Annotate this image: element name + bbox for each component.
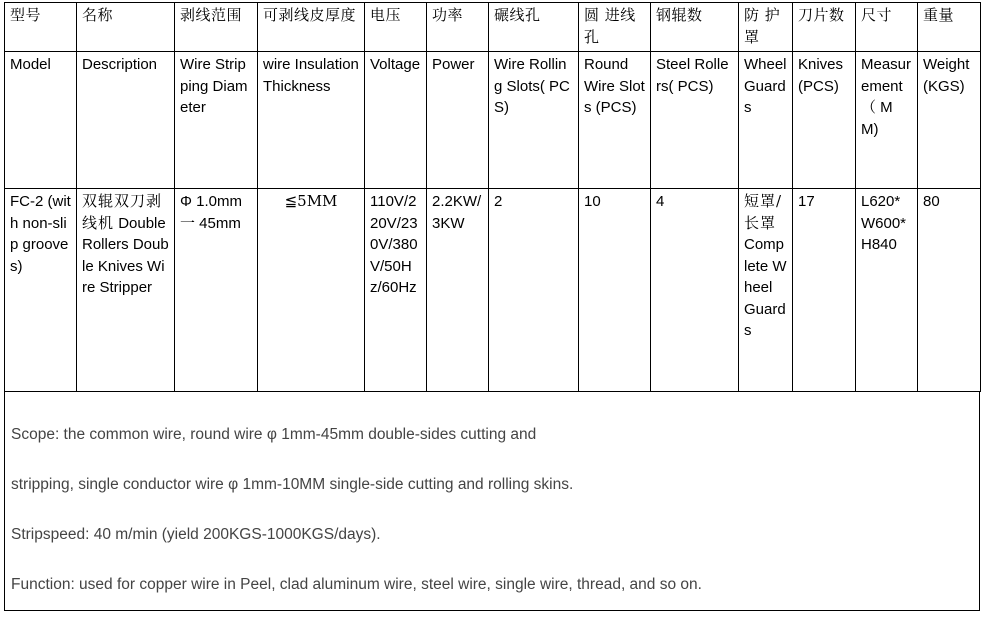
header-en-cell: Wire Stripping Diameter [175, 52, 258, 189]
steel-rollers-cell: 4 [651, 189, 739, 392]
thickness-cell: ≦5MM [258, 189, 365, 392]
header-en-cell: Steel Rollers( PCS) [651, 52, 739, 189]
description-zh: 双辊双刀剥线机 [82, 192, 163, 232]
round-slots-cell: 10 [579, 189, 651, 392]
guards-zh: 短罩/长罩 [744, 192, 783, 232]
guards-en: Complete Wheel Guards [744, 236, 787, 339]
notes-box [4, 392, 980, 611]
description-cell [77, 189, 175, 392]
header-zh-cell: 名称 [77, 3, 175, 52]
header-en-cell: Description [77, 52, 175, 189]
table-row [5, 189, 981, 392]
header-row-en [5, 52, 981, 189]
header-zh-cell: 尺寸 [856, 3, 918, 52]
header-en-cell: Wire Rolling Slots( PCS) [489, 52, 579, 189]
weight-cell: 80 [918, 189, 981, 392]
header-en-cell: Model [5, 52, 77, 189]
header-en-cell: Round Wire Slots (PCS) [579, 52, 651, 189]
spec-sheet [4, 2, 980, 611]
header-zh-cell: 刀片数 [793, 3, 856, 52]
header-zh-cell: 功率 [427, 3, 489, 52]
model-cell: FC-2 (with non-slip grooves) [5, 189, 77, 392]
voltage-cell: 110V/220V/230V/380V/50Hz/60Hz [365, 189, 427, 392]
measurement-cell: L620*W600*H840 [856, 189, 918, 392]
note-scope: Scope: the common wire, round wire φ 1mm-45mm double-sides cutting and [11, 426, 537, 443]
header-zh-cell: 型号 [5, 3, 77, 52]
note-stripspeed: Stripspeed: 40 m/min (yield 200KGS-1000KGS/days). [11, 526, 381, 543]
knives-cell: 17 [793, 189, 856, 392]
header-zh-cell: 重量 [918, 3, 981, 52]
guards-cell [739, 189, 793, 392]
header-en-cell: Knives (PCS) [793, 52, 856, 189]
description-en: Double Rollers Double Knives Wire Stripper [82, 214, 169, 296]
header-zh-cell: 剥线范围 [175, 3, 258, 52]
header-zh-cell: 可剥线皮厚度 [258, 3, 365, 52]
diameter-cell: Φ 1.0mm 一 45mm [175, 189, 258, 392]
header-row-zh [5, 3, 981, 52]
header-en-cell: Wheel Guards [739, 52, 793, 189]
header-zh-cell: 防 护罩 [739, 3, 793, 52]
header-en-cell: wire Insulation Thickness [258, 52, 365, 189]
header-zh-cell: 圆 进线孔 [579, 3, 651, 52]
power-cell: 2.2KW/3KW [427, 189, 489, 392]
header-zh-cell: 电压 [365, 3, 427, 52]
header-en-cell: Measurement （ M M) [856, 52, 918, 189]
note-function: Function: used for copper wire in Peel, clad aluminum wire, steel wire, single wire, thread, and so on. [11, 576, 702, 593]
header-en-cell: Voltage [365, 52, 427, 189]
rolling-slots-cell: 2 [489, 189, 579, 392]
note-scope-continued: stripping, single conductor wire φ 1mm-10MM single-side cutting and rolling skins. [11, 476, 574, 493]
header-en-cell: Power [427, 52, 489, 189]
header-zh-cell: 碾线孔 [489, 3, 579, 52]
header-en-cell: Weight (KGS) [918, 52, 981, 189]
spec-table [4, 2, 981, 392]
header-zh-cell: 钢辊数 [651, 3, 739, 52]
